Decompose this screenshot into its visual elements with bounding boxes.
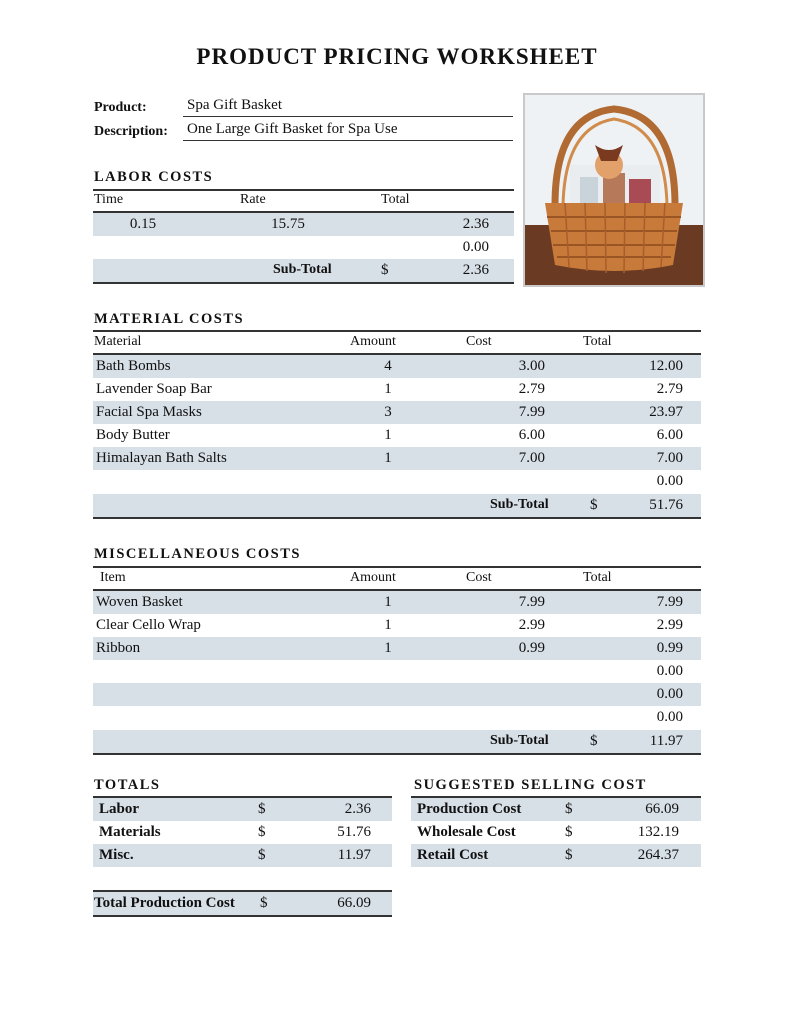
misc-heading: MISCELLANEOUS COSTS (94, 546, 301, 562)
misc-row[interactable] (93, 637, 701, 660)
page-title: PRODUCT PRICING WORKSHEET (196, 44, 598, 69)
misc-cost: 2.99 (518, 617, 545, 633)
labor-row[interactable] (93, 236, 514, 259)
misc-total: 0.99 (656, 640, 683, 656)
labor-subtotal: 2.36 (462, 262, 489, 278)
labor-total: 2.36 (462, 216, 489, 232)
total-production-cost-row (93, 892, 392, 915)
labor-subtotal-row (93, 259, 514, 282)
selling-currency: $ (565, 847, 573, 863)
product-label: Product: (94, 100, 147, 115)
material-row[interactable] (93, 470, 701, 493)
product-value[interactable]: Spa Gift Basket (183, 97, 513, 117)
material-amount: 1 (384, 427, 392, 443)
material-name: Himalayan Bath Salts (96, 450, 227, 466)
misc-row[interactable] (93, 683, 701, 706)
labor-rate: 15.75 (271, 216, 305, 232)
misc-total: 2.99 (656, 617, 683, 633)
total-production-cost-label: Total Production Cost (94, 895, 235, 911)
material-name: Bath Bombs (96, 358, 171, 374)
material-cost: 7.99 (518, 404, 545, 420)
misc-header-amount: Amount (350, 570, 396, 585)
misc-header-cost: Cost (466, 570, 492, 585)
material-cost: 6.00 (518, 427, 545, 443)
material-cost: 7.00 (518, 450, 545, 466)
misc-row[interactable] (93, 706, 701, 729)
material-amount: 3 (384, 404, 392, 420)
material-cost: 3.00 (518, 358, 545, 374)
totals-currency: $ (258, 847, 266, 863)
labor-total: 0.00 (462, 239, 489, 255)
misc-header-total: Total (583, 570, 612, 585)
selling-label: Production Cost (417, 801, 522, 817)
material-subtotal-label: Sub-Total (490, 497, 549, 512)
totals-currency: $ (258, 824, 266, 840)
totals-row (93, 798, 392, 821)
material-subtotal-currency: $ (590, 497, 598, 513)
labor-row[interactable] (93, 213, 514, 236)
selling-row (411, 821, 701, 844)
material-name: Lavender Soap Bar (96, 381, 212, 397)
material-subtotal-row (93, 494, 701, 517)
material-header-total: Total (583, 334, 612, 349)
misc-name: Clear Cello Wrap (96, 617, 201, 633)
selling-heading: SUGGESTED SELLING COST (414, 777, 647, 793)
description-value[interactable]: One Large Gift Basket for Spa Use (183, 121, 513, 141)
material-cost: 2.79 (518, 381, 545, 397)
labor-header-time: Time (94, 192, 124, 207)
total-production-cost-currency: $ (260, 895, 268, 911)
material-amount: 1 (384, 450, 392, 466)
material-total: 7.00 (656, 450, 683, 466)
totals-label: Misc. (99, 847, 134, 863)
material-total: 2.79 (656, 381, 683, 397)
misc-subtotal: 11.97 (649, 733, 683, 749)
selling-value: 66.09 (645, 801, 679, 817)
misc-subtotal-label: Sub-Total (490, 733, 549, 748)
misc-amount: 1 (384, 640, 392, 656)
selling-currency: $ (565, 824, 573, 840)
misc-name: Ribbon (96, 640, 141, 656)
labor-time: 0.15 (129, 216, 157, 232)
material-total: 12.00 (649, 358, 683, 374)
material-header-material: Material (94, 334, 142, 349)
totals-label: Labor (99, 801, 140, 817)
selling-label: Retail Cost (417, 847, 489, 863)
material-total: 0.00 (656, 473, 683, 489)
material-amount: 4 (384, 358, 392, 374)
totals-label: Materials (99, 824, 161, 840)
selling-row (411, 798, 701, 821)
selling-row (411, 844, 701, 867)
labor-header-rate: Rate (240, 192, 266, 207)
description-label: Description: (94, 124, 168, 139)
totals-row (93, 821, 392, 844)
misc-total: 0.00 (656, 709, 683, 725)
misc-subtotal-currency: $ (590, 733, 598, 749)
labor-subtotal-currency: $ (381, 262, 389, 278)
material-heading: MATERIAL COSTS (94, 311, 245, 327)
material-header-amount: Amount (350, 334, 396, 349)
totals-value: 51.76 (337, 824, 371, 840)
material-total: 23.97 (649, 404, 683, 420)
material-amount: 1 (384, 381, 392, 397)
material-row[interactable] (93, 424, 701, 447)
material-total: 6.00 (656, 427, 683, 443)
labor-subtotal-label: Sub-Total (273, 262, 332, 277)
material-row[interactable] (93, 355, 701, 378)
totals-currency: $ (258, 801, 266, 817)
misc-total: 0.00 (656, 686, 683, 702)
labor-header-total: Total (381, 192, 410, 207)
misc-row[interactable] (93, 614, 701, 637)
misc-header-item: Item (100, 570, 126, 585)
selling-label: Wholesale Cost (417, 824, 516, 840)
labor-heading: LABOR COSTS (94, 169, 214, 185)
material-row[interactable] (93, 378, 701, 401)
misc-total: 0.00 (656, 663, 683, 679)
misc-row[interactable] (93, 660, 701, 683)
misc-name: Woven Basket (96, 594, 183, 610)
totals-heading: TOTALS (94, 777, 161, 793)
material-row[interactable] (93, 401, 701, 424)
totals-value: 2.36 (344, 801, 371, 817)
selling-value: 264.37 (637, 847, 679, 863)
total-production-cost-value: 66.09 (337, 895, 371, 911)
totals-row (93, 844, 392, 867)
material-row[interactable] (93, 447, 701, 470)
misc-cost: 0.99 (518, 640, 545, 656)
selling-value: 132.19 (637, 824, 679, 840)
material-header-cost: Cost (466, 334, 492, 349)
selling-currency: $ (565, 801, 573, 817)
gift-basket-photo (523, 93, 705, 287)
basket-icon (525, 95, 703, 285)
misc-amount: 1 (384, 594, 392, 610)
material-name: Facial Spa Masks (96, 404, 202, 420)
misc-subtotal-row (93, 730, 701, 753)
misc-row[interactable] (93, 591, 701, 614)
misc-amount: 1 (384, 617, 392, 633)
material-subtotal: 51.76 (649, 497, 683, 513)
material-name: Body Butter (96, 427, 170, 443)
misc-total: 7.99 (656, 594, 683, 610)
misc-cost: 7.99 (518, 594, 545, 610)
totals-value: 11.97 (337, 847, 371, 863)
